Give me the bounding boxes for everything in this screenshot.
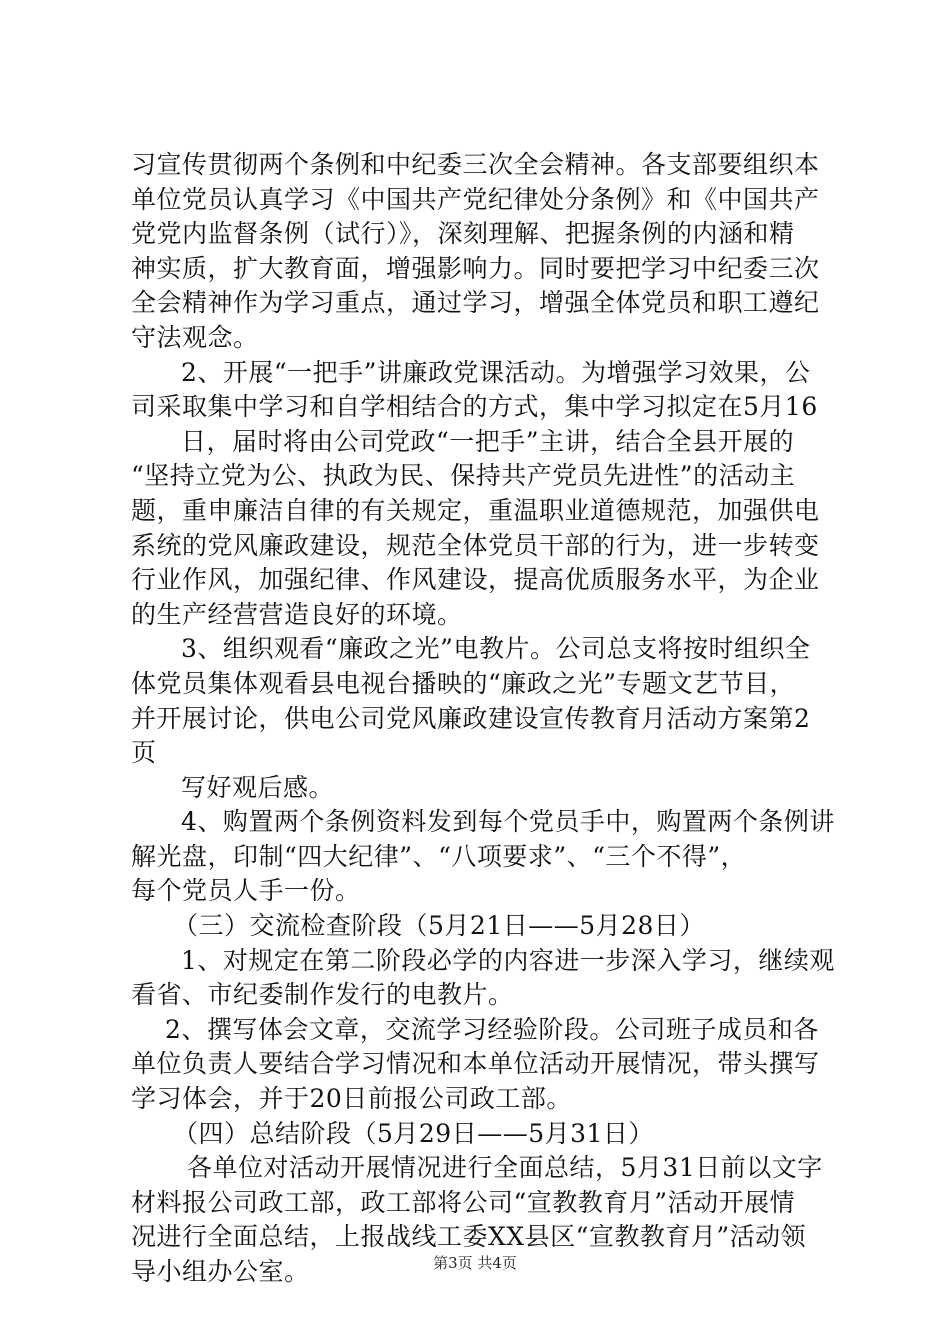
body-line: 导小组办公室。	[131, 1257, 310, 1286]
body-line: “坚持立党为公、执政为民、保持共产党员先进性”的活动主	[131, 461, 796, 491]
body-line: 行业作风，加强纪律、作风建设，提高优质服务水平，为企业	[131, 565, 820, 595]
document-body	[131, 148, 835, 1290]
body-line: 看省、市纪委制作发行的电教片。	[131, 980, 514, 1010]
paragraph-start-line: 各单位对活动开展情况进行全面总结，5月31日前以文字	[187, 1153, 823, 1183]
body-line: 全会精神作为学习重点，通过学习，增强全体党员和职工遵纪	[131, 288, 820, 318]
body-line: 体党员集体观看县电视台播映的“廉政之光”专题文艺节目，	[131, 668, 796, 698]
body-line: 学习体会，并于20日前报公司政工部。	[131, 1084, 572, 1114]
body-line: 材料报公司政工部，政工部将公司“宣教教育月”活动开展情	[131, 1187, 796, 1217]
paragraph-start-line: 2、撰写体会文章，交流学习经验阶段。公司班子成员和各	[165, 1014, 819, 1044]
body-line: 每个党员人手一份。	[131, 876, 361, 906]
body-line: 司采取集中学习和自学相结合的方式，集中学习拟定在5月16	[131, 392, 818, 422]
body-line: 单位负责人要结合学习情况和本单位活动开展情况，带头撰写	[131, 1049, 820, 1079]
body-line: 况进行全面总结，上报战线工委XX县区“宣教教育月”活动领	[131, 1222, 807, 1252]
body-line: 神实质，扩大教育面，增强影响力。同时要把学习中纪委三次	[131, 253, 820, 283]
body-line: 的生产经营营造良好的环境。	[131, 599, 463, 629]
body-line: 页	[131, 738, 157, 768]
paragraph-start-line: 4、购置两个条例资料发到每个党员手中，购置两个条例讲	[181, 807, 835, 837]
body-line: 题，重申廉洁自律的有关规定，重温职业道德规范，加强供电	[131, 495, 820, 525]
body-line: 并开展讨论，供电公司党风廉政建设宣传教育月活动方案第2	[131, 703, 811, 733]
body-line: 党党内监督条例（试行）》，深刻理解、把握条例的内涵和精	[131, 219, 795, 249]
page-number-footer: 第3页 共4页	[433, 1254, 517, 1272]
paragraph-start-line: 3、组织观看“廉政之光”电教片。公司总支将按时组织全	[181, 634, 811, 664]
paragraph-start-line: 1、对规定在第二阶段必学的内容进一步深入学习，继续观	[181, 945, 835, 975]
body-line: 习宣传贯彻两个条例和中纪委三次全会精神。各支部要组织本	[131, 150, 820, 179]
section-heading: （三）交流检查阶段（5月21日——5月28日）	[173, 911, 705, 941]
section-heading: （四）总结阶段（5月29日——5月31日）	[173, 1118, 654, 1148]
body-line: 单位党员认真学习《中国共产党纪律处分条例》和《中国共产	[131, 184, 820, 214]
body-line: 守法观念。	[131, 322, 259, 352]
body-line: 系统的党风廉政建设，规范全体党员干部的行为，进一步转变	[131, 530, 820, 560]
body-line: 解光盘，印制“四大纪律”、“八项要求”、“三个不得”，	[131, 841, 747, 871]
body-line: 日，届时将由公司党政“一把手”主讲，结合全县开展的	[181, 426, 795, 456]
paragraph-start-line: 2、开展“一把手”讲廉政党课活动。为增强学习效果，公	[181, 357, 811, 387]
paragraph-start-line: 写好观后感。	[181, 772, 335, 802]
